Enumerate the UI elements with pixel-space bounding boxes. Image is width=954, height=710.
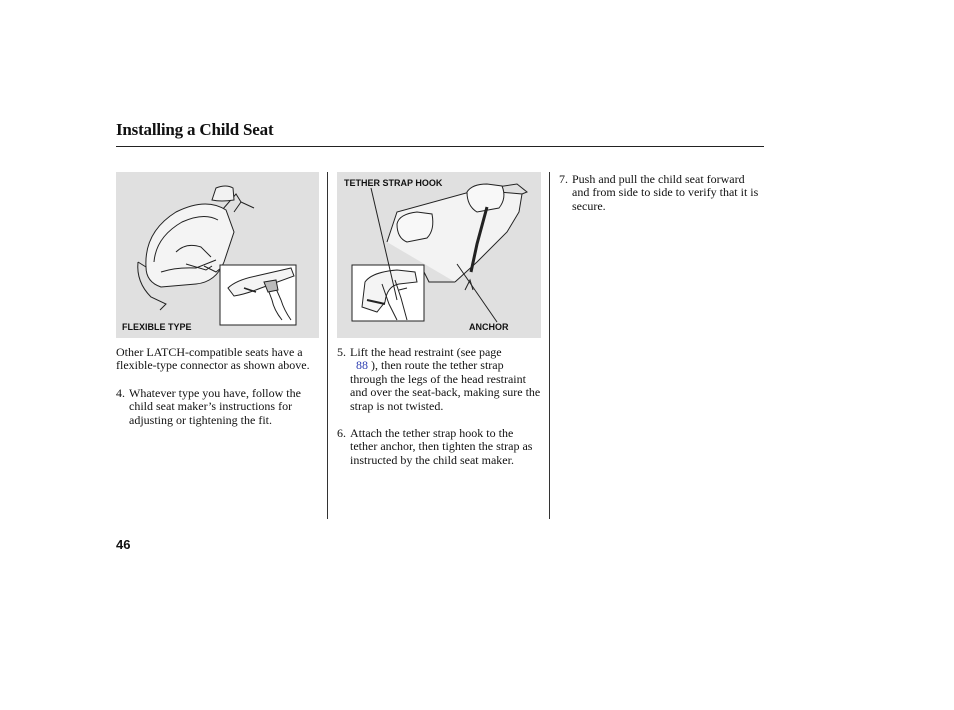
- step-4-text: Whatever type you have, follow the child seat maker’s instructions for adjusting or tightening the fit.: [129, 385, 301, 427]
- step-5-text-post: ), then route the tether strap through the legs of the head restraint and over the seat-back, making sure the strap is not twisted.: [350, 358, 541, 413]
- step-6-text: Attach the tether strap hook to the tether anchor, then tighten the strap as instructed by the child seat maker.: [350, 426, 533, 467]
- step-6-number: 6.: [337, 426, 346, 441]
- intro-paragraph: Other LATCH-compatible seats have a flexible-type connector as shown above.: [116, 345, 310, 373]
- step-7-number: 7.: [559, 172, 568, 186]
- tether-strap-illustration: [337, 172, 541, 338]
- figure-label-tether-strap-hook: TETHER STRAP HOOK: [344, 178, 443, 188]
- column-1-text: [116, 346, 322, 427]
- column-divider-1: [327, 172, 328, 519]
- step-5-text-pre: Lift the head restraint (see page: [350, 345, 502, 359]
- figure-label-anchor: ANCHOR: [469, 322, 509, 332]
- flexible-type-illustration: [116, 172, 319, 338]
- page-number: 46: [116, 537, 131, 552]
- column-divider-2: [549, 172, 550, 519]
- step-5-number: 5.: [337, 345, 346, 359]
- step-5: [337, 346, 543, 413]
- title-rule: [116, 146, 764, 147]
- column-2-text: [337, 346, 543, 467]
- step-7-text: Push and pull the child seat forward and from side to side to verify that it is secure.: [572, 172, 759, 213]
- column-3-text: [559, 173, 759, 213]
- step-4: [116, 387, 322, 427]
- page-88-link[interactable]: 88: [356, 358, 368, 373]
- step-4-number: 4.: [116, 385, 125, 400]
- child-seat-drawing: [116, 172, 319, 338]
- figure-label-flexible-type: FLEXIBLE TYPE: [122, 322, 192, 332]
- step-6: [337, 427, 543, 467]
- tether-seat-drawing: [337, 172, 541, 338]
- page-title: Installing a Child Seat: [116, 120, 274, 139]
- step-7: [559, 173, 759, 213]
